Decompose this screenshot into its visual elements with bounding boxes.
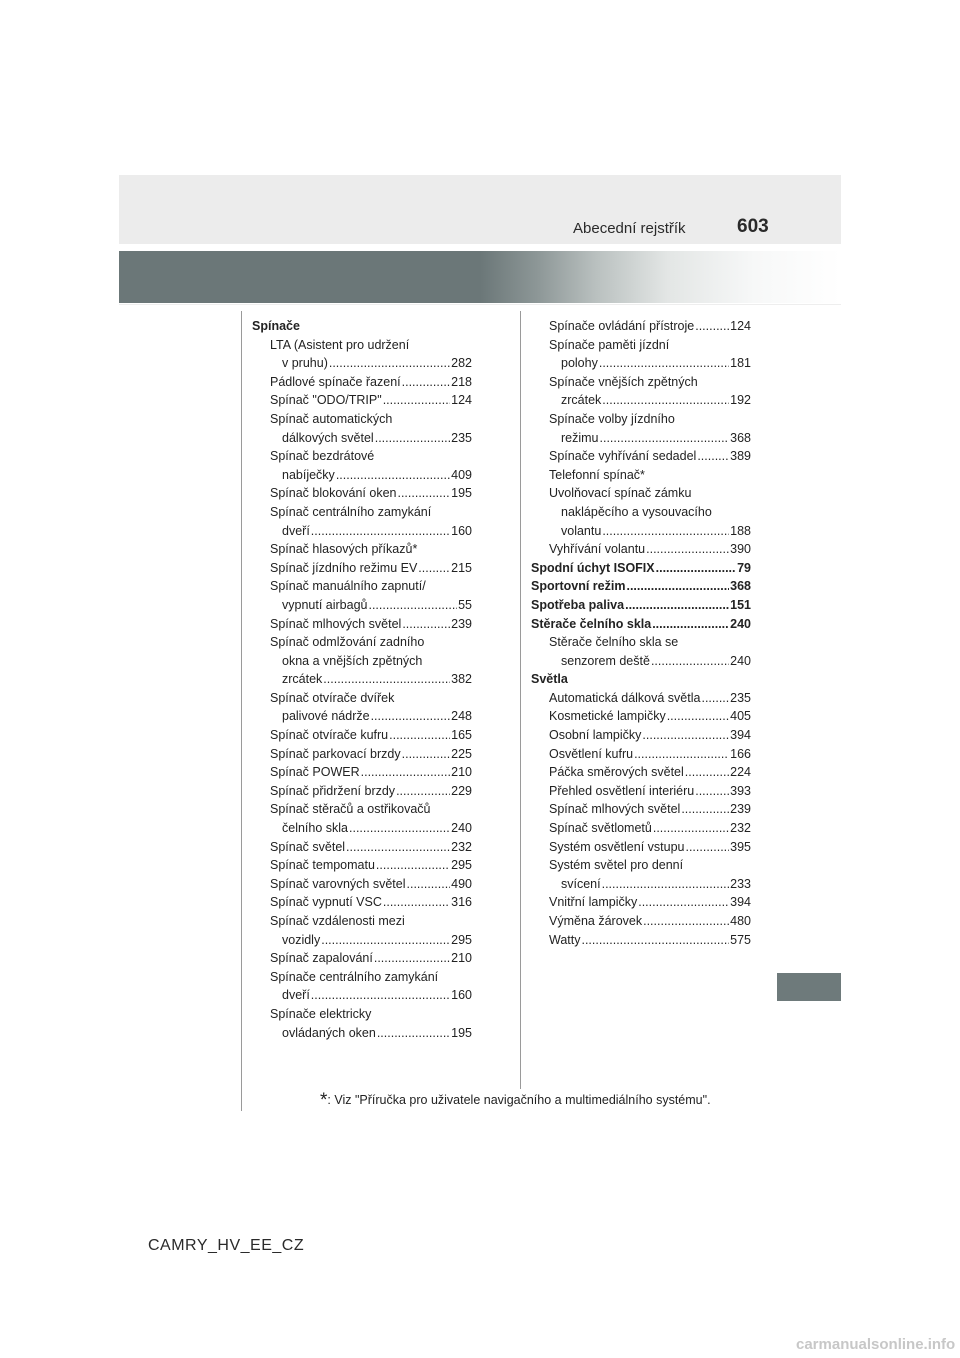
index-entry — [270, 968, 472, 987]
index-entry-page[interactable]: 210 — [451, 951, 472, 966]
index-heading — [531, 577, 751, 596]
dot-leader — [681, 800, 729, 819]
index-entry-label: Kosmetické lampičky — [549, 709, 666, 724]
index-entry-page[interactable]: 195 — [451, 1025, 472, 1040]
index-entry — [270, 559, 472, 578]
index-entry-page[interactable]: 393 — [730, 783, 751, 798]
index-entry — [282, 707, 472, 726]
page-number: 603 — [737, 216, 769, 237]
index-entry — [282, 670, 472, 689]
index-entry — [270, 745, 472, 764]
dot-leader — [651, 652, 729, 671]
index-entry-label: Spínač jízdního režimu EV — [270, 560, 418, 575]
index-entry-page[interactable]: 232 — [730, 821, 751, 836]
footnote-marker: * — [320, 1090, 328, 1111]
dot-leader — [634, 745, 729, 764]
left-column-rule — [241, 311, 242, 1111]
index-entry — [549, 838, 751, 857]
index-entry — [282, 931, 472, 950]
index-entry-page[interactable]: 166 — [730, 746, 751, 761]
footnote-text: : Viz "Příručka pro uživatele navigačního a multimediálního systému". — [327, 1093, 711, 1107]
dot-leader — [346, 838, 450, 857]
index-entry-label: senzorem deště — [561, 653, 650, 668]
index-entry — [549, 373, 751, 392]
dot-leader — [652, 615, 729, 634]
index-entry-label: polohy — [561, 356, 598, 371]
index-entry — [549, 317, 751, 336]
index-entry-label: Spínače vyhřívání sedadel — [549, 449, 697, 464]
index-entry — [270, 447, 472, 466]
index-entry — [270, 856, 472, 875]
index-entry-label: Přehled osvětlení interiéru — [549, 783, 695, 798]
dot-leader — [638, 893, 729, 912]
index-entry — [270, 875, 472, 894]
dot-leader — [599, 354, 729, 373]
index-entry-page[interactable]: 233 — [730, 876, 751, 891]
index-heading — [531, 615, 751, 634]
index-entry-page[interactable]: 235 — [730, 690, 751, 705]
index-entry-label: Spínače volby jízdního — [549, 411, 675, 426]
index-entry-label: Spínač mlhových světel — [270, 616, 402, 631]
index-entry-label: Stěrače čelního skla — [531, 616, 652, 631]
dot-leader — [396, 782, 450, 801]
index-entry-label: naklápěcího a vysouvacího — [561, 504, 712, 519]
index-entry-label: v pruhu) — [282, 356, 328, 371]
index-entry-label: Spínač vzdálenosti mezi — [270, 914, 405, 928]
index-entry-label: Osvětlení kufru — [549, 746, 634, 761]
index-entry-label: Pádlové spínače řazení — [270, 374, 401, 389]
index-entry-page[interactable]: 405 — [730, 709, 751, 724]
index-entry — [270, 838, 472, 857]
index-entry — [549, 763, 751, 782]
index-entry — [282, 354, 472, 373]
index-entry — [549, 466, 751, 485]
index-entry-label: Spínač stěračů a ostřikovačů — [270, 802, 431, 817]
dot-leader — [311, 522, 450, 541]
index-entry-label: Spínač hlasových příkazů* — [270, 542, 418, 557]
index-entry — [270, 391, 472, 410]
footnote — [320, 1090, 711, 1112]
index-entry-page[interactable]: 188 — [730, 523, 751, 538]
index-entry-page[interactable]: 160 — [451, 523, 472, 538]
index-entry-label: Světla — [531, 672, 568, 687]
index-entry — [270, 726, 472, 745]
dot-leader — [602, 391, 729, 410]
index-entry-label: Spínač manuálního zapnutí/ — [270, 579, 426, 594]
index-entry-page[interactable]: 490 — [451, 876, 472, 891]
index-entry-page[interactable]: 390 — [730, 542, 751, 557]
dot-leader — [368, 596, 457, 615]
index-entry-label: Spínače — [252, 319, 300, 333]
dot-leader — [602, 522, 729, 541]
index-entry — [270, 410, 472, 429]
index-entry-page[interactable]: 239 — [451, 616, 472, 631]
index-entry-label: čelního skla — [282, 821, 349, 836]
index-entry-label: Spínač parkovací brzdy — [270, 746, 401, 761]
index-entry — [549, 484, 751, 503]
index-entry-label: dveří — [282, 988, 310, 1003]
index-entry — [270, 633, 472, 652]
index-entry — [549, 707, 751, 726]
index-entry-page[interactable]: 240 — [451, 821, 472, 836]
index-entry-label: Spínač tempomatu — [270, 858, 375, 873]
index-entry-page[interactable]: 248 — [451, 709, 472, 724]
index-entry-label: Spínač POWER — [270, 765, 360, 780]
index-entry — [282, 522, 472, 541]
index-heading — [531, 596, 751, 615]
dot-leader — [626, 577, 729, 596]
index-entry-page[interactable]: 389 — [730, 449, 751, 464]
index-entry-page[interactable]: 575 — [730, 932, 751, 947]
index-entry-label: Spotřeba paliva — [531, 597, 625, 612]
index-entry — [549, 819, 751, 838]
index-entry — [270, 800, 472, 819]
index-entry-label: Spínač varovných světel — [270, 876, 406, 891]
dot-leader — [321, 931, 450, 950]
dot-leader — [383, 893, 450, 912]
index-entry — [282, 596, 472, 615]
index-entry — [270, 484, 472, 503]
column-divider — [520, 311, 521, 1089]
index-entry — [282, 466, 472, 485]
index-column-left — [252, 317, 472, 1042]
index-entry — [270, 373, 472, 392]
index-column-right — [531, 317, 751, 949]
index-entry-label: Osobní lampičky — [549, 728, 642, 743]
index-entry-label: Spodní úchyt ISOFIX — [531, 560, 655, 575]
index-entry-page[interactable]: 232 — [451, 839, 472, 854]
index-entry — [270, 577, 472, 596]
index-entry — [282, 1024, 472, 1043]
index-entry-label: nabíječky — [282, 467, 335, 482]
dot-leader — [361, 763, 451, 782]
dot-leader — [376, 856, 450, 875]
index-entry — [549, 912, 751, 931]
index-entry — [549, 745, 751, 764]
index-entry-page[interactable]: 55 — [458, 597, 472, 612]
index-entry-label: Vyhřívání volantu — [549, 542, 646, 557]
index-entry-page[interactable]: 394 — [730, 728, 751, 743]
index-entry-page[interactable]: 124 — [451, 393, 472, 408]
index-entry-label: Spínač světlometů — [549, 821, 652, 836]
section-title: Abecední rejstřík — [573, 220, 686, 237]
index-entry — [270, 336, 472, 355]
dot-leader — [397, 484, 450, 503]
dot-leader — [643, 912, 729, 931]
index-entry-label: zrcátek — [282, 672, 323, 687]
dot-leader — [349, 819, 450, 838]
index-entry-label: palivové nádrže — [282, 709, 370, 724]
index-entry — [561, 875, 751, 894]
index-entry — [270, 763, 472, 782]
index-entry — [270, 893, 472, 912]
dot-leader — [402, 745, 451, 764]
header-bar — [119, 175, 841, 244]
dot-leader — [383, 391, 450, 410]
dot-leader — [600, 429, 730, 448]
dot-leader — [371, 707, 451, 726]
index-entry-label: Spínač blokování oken — [270, 486, 397, 501]
index-heading — [252, 317, 472, 336]
index-entry-label: okna a vnějších zpětných — [282, 653, 423, 668]
index-entry — [549, 893, 751, 912]
index-entry-page[interactable]: 394 — [730, 895, 751, 910]
index-entry-page[interactable]: 240 — [730, 653, 751, 668]
index-entry-label: ovládaných oken — [282, 1025, 376, 1040]
index-entry-page[interactable]: 218 — [451, 374, 472, 389]
index-entry-page[interactable]: 382 — [451, 672, 472, 687]
index-entry — [561, 354, 751, 373]
dot-leader — [336, 466, 450, 485]
chapter-side-tab — [777, 973, 841, 1001]
index-entry — [270, 615, 472, 634]
index-entry-label: Spínač automatických — [270, 411, 393, 426]
index-entry-label: Výměna žárovek — [549, 914, 643, 928]
index-entry-page[interactable]: 282 — [451, 356, 472, 371]
index-entry-label: Systém osvětlení vstupu — [549, 839, 685, 854]
dot-leader — [695, 317, 729, 336]
index-entry-label: Sportovní režim — [531, 579, 626, 594]
dot-leader — [646, 540, 729, 559]
index-entry-label: Stěrače čelního skla se — [549, 635, 679, 650]
index-entry — [549, 336, 751, 355]
index-entry-label: vozidly — [282, 932, 321, 947]
index-entry-label: svícení — [561, 876, 601, 891]
index-entry-label: volantu — [561, 523, 602, 538]
index-entry — [549, 447, 751, 466]
model-code: CAMRY_HV_EE_CZ — [148, 1237, 305, 1254]
index-entry-page[interactable]: 368 — [730, 430, 751, 445]
watermark: carmanualsonline.info — [796, 1336, 956, 1353]
index-entry-label: Spínače vnějších zpětných — [549, 374, 698, 389]
header-divider — [119, 304, 841, 305]
index-entry — [561, 429, 751, 448]
index-entry — [270, 1005, 472, 1024]
index-entry-page[interactable]: 409 — [451, 467, 472, 482]
dot-leader — [701, 689, 729, 708]
index-entry — [549, 633, 751, 652]
index-entry-label: Watty — [549, 932, 581, 947]
dot-leader — [656, 559, 736, 578]
dot-leader — [374, 949, 450, 968]
index-entry-page[interactable]: 165 — [451, 728, 472, 743]
dot-leader — [602, 875, 730, 894]
index-entry-label: Spínač centrálního zamykání — [270, 504, 432, 519]
index-entry-page[interactable]: 224 — [730, 765, 751, 780]
index-entry-label: Telefonní spínač* — [549, 467, 645, 482]
dot-leader — [389, 726, 450, 745]
dot-leader — [667, 707, 729, 726]
dot-leader — [625, 596, 729, 615]
index-entry-label: Systém světel pro denní — [549, 858, 684, 873]
index-entry — [561, 652, 751, 671]
index-entry — [561, 522, 751, 541]
index-entry-label: dveří — [282, 523, 310, 538]
index-entry — [270, 782, 472, 801]
index-entry-label: Spínač přidržení brzdy — [270, 783, 396, 798]
dot-leader — [377, 1024, 450, 1043]
index-entry-page[interactable]: 239 — [730, 802, 751, 817]
index-entry — [549, 540, 751, 559]
index-entry-label: Spínač vypnutí VSC — [270, 895, 382, 910]
dot-leader — [418, 559, 450, 578]
index-entry — [270, 503, 472, 522]
index-entry-label: Spínač mlhových světel — [549, 802, 681, 817]
index-entry-page[interactable]: 181 — [730, 356, 751, 371]
index-entry-label: režimu — [561, 430, 599, 445]
index-entry — [270, 540, 472, 559]
dot-leader — [402, 615, 450, 634]
index-entry-page[interactable]: 316 — [451, 895, 472, 910]
index-entry-label: LTA (Asistent pro udržení — [270, 337, 410, 352]
dot-leader — [329, 354, 450, 373]
index-entry — [270, 949, 472, 968]
dot-leader — [685, 838, 729, 857]
index-entry-label: dálkových světel — [282, 430, 374, 445]
index-entry — [270, 689, 472, 708]
index-entry-page[interactable]: 240 — [730, 616, 751, 631]
header-gradient-band — [119, 251, 841, 303]
dot-leader — [375, 429, 450, 448]
index-entry-page[interactable]: 160 — [451, 988, 472, 1003]
index-heading — [531, 670, 751, 689]
dot-leader — [311, 986, 450, 1005]
index-entry — [282, 819, 472, 838]
index-heading — [531, 559, 751, 578]
index-entry — [549, 931, 751, 950]
index-entry-label: Spínač světel — [270, 839, 346, 854]
index-entry-page[interactable]: 229 — [451, 783, 472, 798]
dot-leader — [697, 447, 729, 466]
index-entry-page[interactable]: 215 — [451, 560, 472, 575]
index-entry-label: Vnitřní lampičky — [549, 895, 638, 910]
index-entry-page[interactable]: 195 — [451, 486, 472, 501]
dot-leader — [653, 819, 729, 838]
index-entry-page[interactable]: 295 — [451, 932, 472, 947]
index-entry-page[interactable]: 210 — [451, 765, 472, 780]
index-entry-page[interactable]: 368 — [730, 579, 751, 594]
dot-leader — [323, 670, 450, 689]
dot-leader — [581, 931, 729, 950]
index-entry-label: Uvolňovací spínač zámku — [549, 486, 692, 501]
dot-leader — [402, 373, 451, 392]
index-entry — [561, 391, 751, 410]
index-entry-page[interactable]: 225 — [451, 746, 472, 761]
index-entry — [561, 503, 751, 522]
index-entry-page[interactable]: 79 — [737, 560, 751, 575]
index-entry-page[interactable]: 192 — [730, 393, 751, 408]
index-entry-page[interactable]: 151 — [730, 597, 751, 612]
index-entry-label: Spínače elektricky — [270, 1006, 372, 1021]
index-entry-label: Spínače centrálního zamykání — [270, 969, 439, 984]
index-entry-page[interactable]: 395 — [730, 839, 751, 854]
index-entry-page[interactable]: 124 — [730, 319, 751, 333]
index-entry — [549, 726, 751, 745]
index-entry — [549, 800, 751, 819]
index-entry-label: Spínače ovládání přístroje — [549, 319, 695, 333]
index-entry — [282, 652, 472, 671]
dot-leader — [695, 782, 729, 801]
index-entry-label: zrcátek — [561, 393, 602, 408]
index-entry-label: Spínač zapalování — [270, 951, 373, 966]
index-entry — [549, 856, 751, 875]
index-entry-label: vypnutí airbagů — [282, 597, 368, 612]
index-entry — [549, 689, 751, 708]
dot-leader — [685, 763, 729, 782]
index-entry-page[interactable]: 235 — [451, 430, 472, 445]
dot-leader — [407, 875, 451, 894]
index-entry-page[interactable]: 480 — [730, 914, 751, 928]
index-entry-label: Spínač otvírače dvířek — [270, 690, 395, 705]
index-entry — [282, 986, 472, 1005]
index-entry-label: Spínač "ODO/TRIP" — [270, 393, 382, 408]
index-entry-label: Spínač otvírače kufru — [270, 728, 389, 743]
dot-leader — [642, 726, 729, 745]
index-entry — [549, 410, 751, 429]
index-entry-label: Automatická dálková světla — [549, 690, 701, 705]
index-entry — [270, 912, 472, 931]
index-entry-label: Spínač bezdrátové — [270, 449, 375, 464]
index-entry-label: Spínač odmlžování zadního — [270, 635, 425, 650]
index-entry-page[interactable]: 295 — [451, 858, 472, 873]
index-entry-label: Páčka směrových světel — [549, 765, 684, 780]
index-entry — [549, 782, 751, 801]
index-entry-label: Spínače paměti jízdní — [549, 337, 670, 352]
index-entry — [282, 429, 472, 448]
